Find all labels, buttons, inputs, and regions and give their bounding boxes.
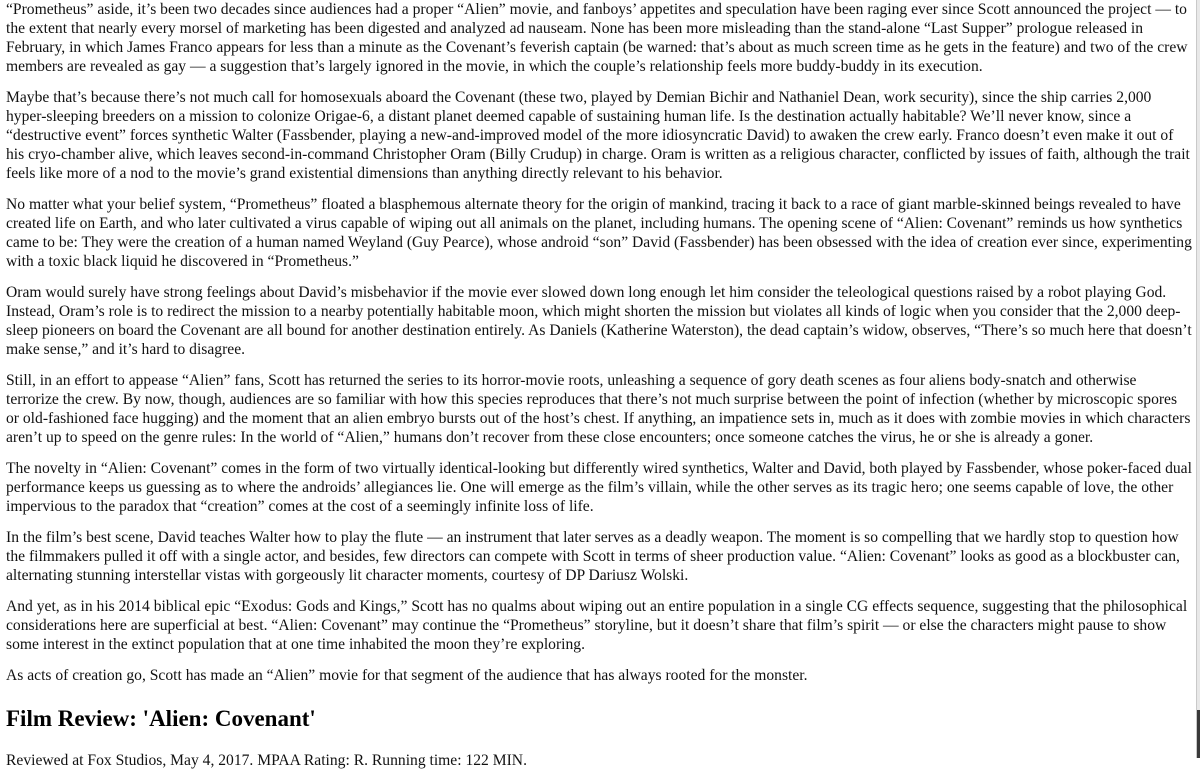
article-paragraph: Maybe that’s because there’s not much call for homosexuals aboard the Covenant (these two, played by Demian Bichir and Nathaniel Dean, work security), since the ship carries 2,000 hyper-sleeping breeders on a mission to colonize Origae-6, a distant planet deemed capable of sustaining human life. Is the destination actually habitable? We’ll never know, since a “destructive event” forces synthetic Walter (Fassbender, playing a new-and-improved model of the more idiosyncratic David) to awaken the crew early. Franco doesn’t even make it out of his cryo-chamber alive, which leaves second-in-command Christopher Oram (Billy Crudup) in charge. Oram is written as a religious character, conflicted by issues of faith, although the trait feels like more of a nod to the movie’s grand existential dimensions than anything directly relevant to his behavior. xyxy=(6,89,1190,182)
article-paragraph: No matter what your belief system, “Prometheus” floated a blasphemous alternate theory for the origin of mankind, tracing it back to a race of giant marble-skinned beings revealed to have created life on Earth, and who later cultivated a virus capable of wiping out all animals on the planet, including humans. The opening scene of “Alien: Covenant” reminds us how synthetics came to be: They were the creation of a human named Weyland (Guy Pearce), whose android “son” David (Fassbender) has been obsessed with the idea of creation ever since, experimenting with a toxic black liquid he discovered in “Prometheus.” xyxy=(6,196,1192,270)
article-paragraph: Oram would surely have strong feelings about David’s misbehavior if the movie ever slowed down long enough let him consider the teleological questions raised by a robot playing God. Instead, Oram’s role is to redirect the mission to a nearby potentially habitable moon, which might shorten the mission but violates all kinds of logic when you consider that the 2,000 deep-sleep pioneers on board the Covenant are all bound for another destination entirely. As Daniels (Katherine Waterston), the dead captain’s widow, observes, “There’s so much here that doesn’t make sense,” and it’s hard to disagree. xyxy=(6,284,1192,358)
vertical-scrollbar[interactable] xyxy=(1196,0,1200,758)
review-title: Film Review: 'Alien: Covenant' xyxy=(6,706,316,731)
review-credits: Reviewed at Fox Studios, May 4, 2017. MPAA Rating: R. Running time: 122 MIN. xyxy=(6,752,527,769)
article-paragraph: And yet, as in his 2014 biblical epic “Exodus: Gods and Kings,” Scott has no qualms about wiping out an entire population in a single CG effects sequence, suggesting that the philosophical considerations here are superficial at best. “Alien: Covenant” may continue the “Prometheus” storyline, but it doesn’t share that film’s spirit — or else the characters might pause to show some interest in the extinct population that at one time inhabited the moon they’re exploring. xyxy=(6,598,1188,653)
article-body xyxy=(6,0,1192,782)
article-paragraph: The novelty in “Alien: Covenant” comes in the form of two virtually identical-looking but differently wired synthetics, Walter and David, both played by Fassbender, whose poker-faced dual performance keeps us guessing as to where the androids’ allegiances lie. One will emerge as the film’s villain, while the other serves as its tragic hero; one seems capable of love, the other impervious to the paradox that “creation” comes at the cost of a seemingly infinite loss of life. xyxy=(6,460,1192,515)
article-paragraph: “Prometheus” aside, it’s been two decades since audiences had a proper “Alien” movie, and fanboys’ appetites and speculation have been raging ever since Scott announced the project — to the extent that nearly every morsel of marketing has been digested and analyzed ad nauseam. None has been more misleading than the stand-alone “Last Supper” prologue released in February, in which James Franco appears for less than a minute as the Covenant’s feverish captain (be warned: that’s about as much screen time as he gets in the feature) and two of the crew members are revealed as gay — a suggestion that’s largely ignored in the movie, in which the couple’s relationship feels more buddy-buddy in its execution. xyxy=(6,1,1188,75)
article-paragraph: As acts of creation go, Scott has made an “Alien” movie for that segment of the audience that has always rooted for the monster. xyxy=(6,667,808,684)
article-paragraph: Still, in an effort to appease “Alien” fans, Scott has returned the series to its horror-movie roots, unleashing a sequence of gory death scenes as four aliens body-snatch and otherwise terrorize the crew. By now, though, audiences are so familiar with how this species reproduces that there’s not much surprise between the point of infection (whether by microscopic spores or old-fashioned face hugging) and the moment that an alien embryo bursts out of the host’s chest. If anything, an impatience sets in, much as it does with zombie movies in which characters aren’t up to speed on the genre rules: In the world of “Alien,” humans don’t recover from these close encounters; once someone catches the virus, he or she is already a goner. xyxy=(6,372,1191,446)
article-paragraph: In the film’s best scene, David teaches Walter how to play the flute — an instrument that later serves as a deadly weapon. The moment is so compelling that we hardly stop to question how the filmmakers pulled it off with a single actor, and besides, few directors can compete with Scott in terms of sheer production value. “Alien: Covenant” looks as good as a blockbuster can, alternating stunning interstellar vistas with gorgeously lit character moments, courtesy of DP Dariusz Wolski. xyxy=(6,529,1180,584)
